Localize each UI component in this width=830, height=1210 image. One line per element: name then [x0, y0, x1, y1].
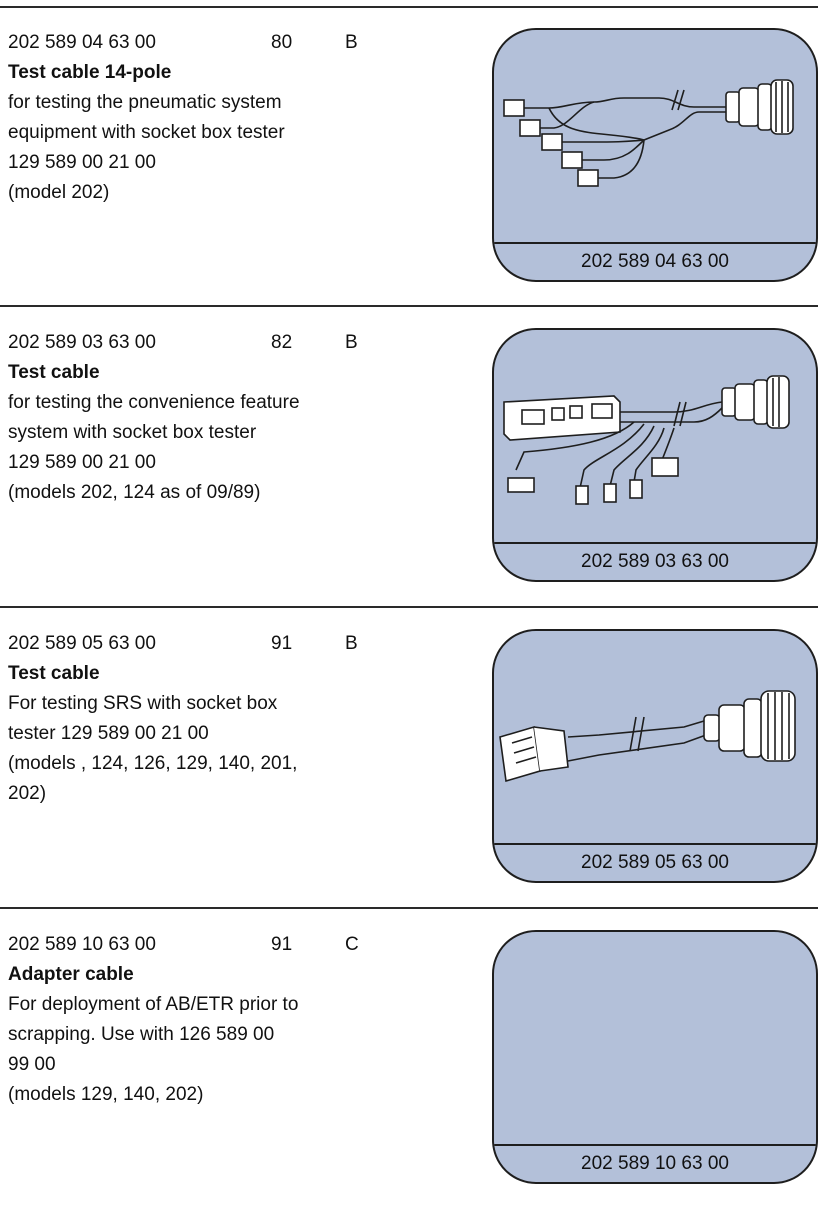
entry-class: B: [345, 332, 358, 353]
illustration-caption: 202 589 10 63 00: [494, 1144, 816, 1182]
entry-description: for testing the convenience feature system with socket box tester 129 589 00 21 00 (models 202, 124 as of 09/89): [8, 392, 300, 503]
entry-description: for testing the pneumatic system equipment with socket box tester 129 589 00 21 00 (model 202): [8, 92, 285, 203]
entry-header-line: [8, 328, 378, 358]
entry-text: [8, 328, 378, 508]
illustration-caption: 202 589 03 63 00: [494, 542, 816, 580]
entry-code: 91: [271, 934, 293, 955]
part-number: 202 589 10 63 00: [8, 934, 156, 955]
entry-description: For testing SRS with socket box tester 129 589 00 21 00 (models , 124, 126, 129, 140, 201, 202): [8, 693, 298, 804]
illustration-frame: [492, 930, 818, 1184]
entry-text: [8, 629, 378, 809]
illustration-caption: 202 589 05 63 00: [494, 843, 816, 881]
illustration-frame: [492, 28, 818, 282]
entry-code: 80: [271, 32, 293, 53]
part-number: 202 589 05 63 00: [8, 633, 156, 654]
entry-header-line: [8, 629, 378, 659]
catalog-entry-2: [0, 308, 830, 608]
entry-header-line: [8, 930, 378, 960]
catalog-entry-4: [0, 910, 830, 1210]
entry-title: Test cable 14-pole: [8, 62, 172, 83]
entry-class: B: [345, 633, 358, 654]
illustration-frame: [492, 629, 818, 883]
entry-code: 82: [271, 332, 293, 353]
entry-class: B: [345, 32, 358, 53]
srs-test-cable-illustration: [494, 631, 816, 841]
entry-class: C: [345, 934, 359, 955]
catalog-entry-1: [0, 8, 830, 308]
entry-title: Test cable: [8, 663, 100, 684]
part-number: 202 589 04 63 00: [8, 32, 156, 53]
entry-description: For deployment of AB/ETR prior to scrapping. Use with 126 589 00 99 00 (models 129, 140, 202): [8, 994, 299, 1105]
entry-header-line: [8, 28, 378, 58]
catalog-entry-3: [0, 609, 830, 909]
part-number: 202 589 03 63 00: [8, 332, 156, 353]
entry-title: Adapter cable: [8, 964, 134, 985]
entry-text: [8, 28, 378, 208]
entry-title: Test cable: [8, 362, 100, 383]
entry-code: 91: [271, 633, 293, 654]
entry-text: [8, 930, 378, 1110]
illustration-frame: [492, 328, 818, 582]
illustration-caption: 202 589 04 63 00: [494, 242, 816, 280]
test-cable-14-pole-illustration: [494, 30, 816, 240]
convenience-test-cable-illustration: [494, 330, 816, 540]
